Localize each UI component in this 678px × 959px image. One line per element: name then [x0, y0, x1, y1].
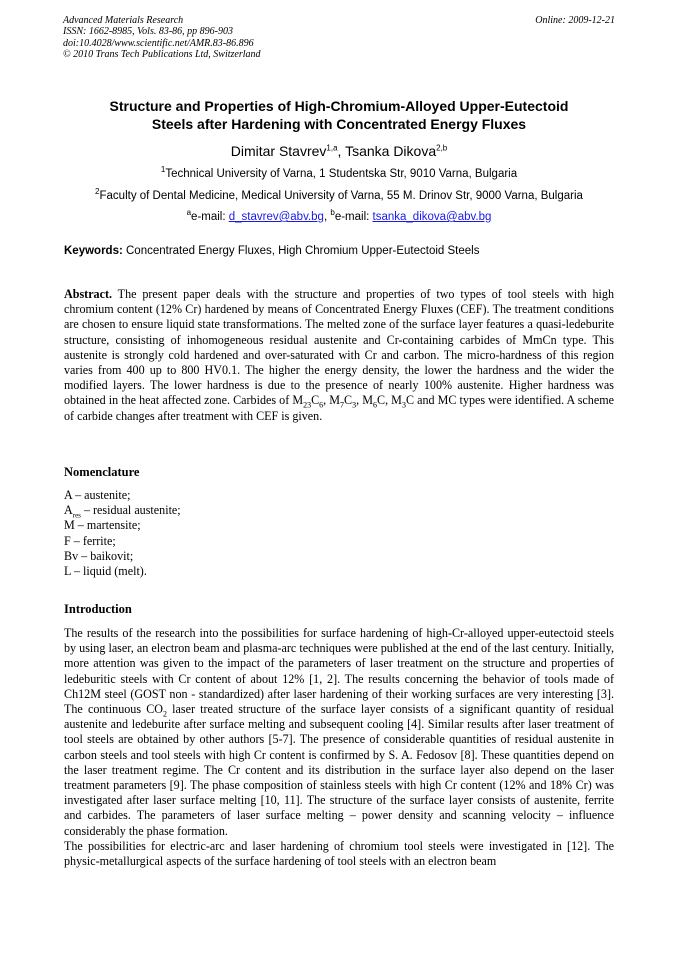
formula-text: , M: [356, 393, 373, 408]
author-stavrev-sup: 1,a: [326, 143, 338, 153]
issn-line: ISSN: 1662-8985, Vols. 83-86, pp 896-903: [63, 26, 233, 38]
copyright-line: © 2010 Trans Tech Publications Ltd, Switzerland: [63, 48, 261, 60]
email-separator: ,: [323, 211, 331, 223]
formula-sub: 6: [373, 400, 377, 410]
paper-title: [40, 97, 638, 133]
list-item: L – liquid (melt).: [64, 563, 147, 578]
paragraph-text: laser treated structure of the surface layer consists of a significant quantity of residual austenite and ledeburite after surface melting and subsequent cooling [4]. Similar results after laser treatment of tool steels are obtained by other authors [5-7]. The presence of considerable quantities of residual austenite in carbon steels and tool steels with high Cr content is confirmed by S. A. Fedosov [8]. These quantities depend on the laser treatment regime. The Cr content and its distribution in the surface layer also depend on the laser treatment parameters [9]. The phase composition of stainless steels with high Cr content (12% and 18% Cr) was investigated after laser surface melting [10, 11]. The structure of the surface layer consists of austenite, ferrite and carbides. The parameters of laser surface melting – power density and scanning velocity – influence considerably the phase formation.: [64, 702, 614, 838]
paragraph-text: The results of the research into the possibilities for surface hardening of high-Cr-alloyed upper-eutectoid steels by using laser, an electron beam and plasma-arc techniques were published at the end of the last century. Initially, more attention was given to the impact of the parameters of laser treatment on the structure and properties of ledeburitic steels with Cr content of about 12% [1, 2]. The results concerning the behavior of tools made of Ch12M steel (GOST non - standardized) after laser hardening of their working surfaces are very interesting [3]. The continuous CO: [64, 626, 614, 717]
affiliation-2-text: Faculty of Dental Medicine, Medical University of Varna, 55 M. Drinov Str, 9000 Varna, Bulgaria: [99, 190, 583, 202]
formula-text: , M: [323, 393, 341, 408]
ares-symbol: A: [64, 503, 73, 518]
abstract-label: Abstract.: [64, 287, 113, 301]
affiliation-1-sup: 1: [160, 165, 166, 175]
introduction-heading: Introduction: [64, 602, 132, 616]
co2-subscript: 2: [163, 709, 167, 719]
author-list: [40, 143, 638, 160]
intro-paragraph-2: The possibilities for electric-arc and laser hardening of chromium tool steels were investigated in [12]. The physic-metallurgical aspects of the surface hardening of tool steels with an electron beam: [64, 838, 614, 869]
affiliation-2-sup: 2: [95, 187, 100, 197]
list-item: Bv – baikovit;: [64, 548, 134, 563]
online-date: Online: 2009-12-21: [535, 15, 615, 26]
list-item: M – martensite;: [64, 518, 141, 533]
ares-desc: – residual austenite;: [83, 503, 181, 518]
email-a-label: e-mail:: [191, 211, 229, 223]
email-link-stavrev[interactable]: d_stavrev@abv.bg: [228, 211, 324, 223]
title-line-2: Steels after Hardening with Concentrated Energy Fluxes: [151, 116, 527, 132]
formula-sub: 23: [303, 400, 312, 410]
affiliation-1-text: Technical University of Varna, 1 Studentska Str, 9010 Varna, Bulgaria: [165, 168, 518, 180]
title-line-1: Structure and Properties of High-Chromium-Alloyed Upper-Eutectoid: [109, 98, 569, 114]
journal-name: Advanced Materials Research: [63, 15, 184, 26]
intro-paragraph-1: [64, 626, 614, 839]
journal-header: [63, 15, 615, 60]
affiliation-2: [40, 189, 638, 203]
formula-text: C and MC types were identified. A scheme of carbide changes after treatment with CEF is given.: [64, 393, 614, 423]
email-line: [40, 210, 638, 224]
formula-text: C: [344, 393, 353, 408]
formula-text: C: [311, 393, 320, 408]
affiliation-1: [40, 167, 638, 181]
keywords-label: Keywords:: [64, 245, 123, 257]
formula-sub: 3: [352, 400, 357, 410]
formula-sub: 3: [401, 400, 406, 410]
list-item: F – ferrite;: [64, 533, 116, 548]
formula-text: C, M: [377, 393, 402, 408]
email-a-sup: a: [186, 208, 192, 218]
doi-line: doi:10.4028/www.scientific.net/AMR.83-86.896: [63, 37, 254, 49]
email-b-sup: b: [330, 208, 335, 218]
formula-sub: 7: [340, 400, 345, 410]
keywords-text: Concentrated Energy Fluxes, High Chromium Upper-Eutectoid Steels: [122, 245, 480, 257]
author-dikova: Tsanka Dikova: [345, 143, 437, 159]
author-separator: ,: [337, 143, 346, 159]
list-item: A – austenite;: [64, 488, 131, 502]
abstract-text: The present paper deals with the structure and properties of two types of tool steels with high chromium content (12% Cr) hardened by means of Concentrated Energy Fluxes (CEF). The treatment conditions are chosen to ensure liquid state transformations. The melted zone of the surface layer features a quasi-ledeburite structure, consisting of inhomogeneous residual austenite and Cr-containing carbides of MmCn type. This austenite is strongly cold hardened and over-saturated with Cr and carbon. The micro-hardness of this region varies from 400 up to 800 HV0.1. The higher the energy density, the lower the hardness and the wider the modified layers. The lower hardness is due to the presence of nearly 100% austenite. Higher hardness was obtained in the heat affected zone. Carbides of M: [64, 287, 614, 408]
formula-sub: 6: [319, 400, 324, 410]
author-dikova-sup: 2,b: [436, 143, 448, 153]
list-item: [64, 503, 364, 518]
nomenclature-heading: Nomenclature: [64, 465, 140, 479]
ares-subscript: res: [72, 511, 81, 520]
keywords: [64, 244, 616, 258]
email-b-label: e-mail:: [334, 211, 373, 223]
introduction-body: [64, 626, 614, 869]
author-stavrev: Dimitar Stavrev: [230, 143, 327, 159]
email-link-dikova[interactable]: tsanka_dikova@abv.bg: [372, 211, 492, 223]
abstract: [64, 287, 614, 424]
nomenclature-list: [64, 488, 364, 579]
